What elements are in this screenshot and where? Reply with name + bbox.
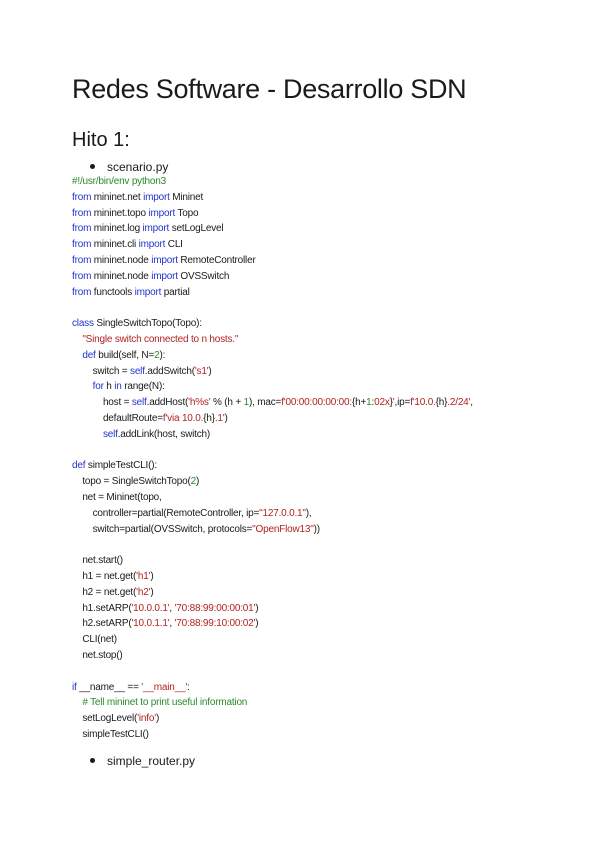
code-token: net.stop()	[72, 649, 123, 661]
code-token: import	[151, 254, 178, 266]
code-token: import	[134, 286, 162, 298]
code-token: )	[255, 618, 259, 630]
code-line	[72, 458, 473, 474]
code-token: mininet.node	[91, 270, 152, 282]
code-token: '70:88:99:10:00:02'	[174, 618, 256, 630]
code-token: from	[72, 286, 92, 298]
code-token: 'h%s'	[188, 397, 211, 409]
code-token: def	[72, 460, 86, 472]
code-line	[72, 190, 473, 206]
code-line	[72, 727, 473, 743]
code-token: 2	[154, 349, 160, 361]
code-token: )	[150, 570, 154, 582]
code-token: from	[72, 254, 92, 266]
code-line	[72, 632, 473, 648]
code-token: {h}	[435, 397, 448, 409]
code-token: )	[150, 586, 154, 598]
code-token: import	[138, 239, 166, 251]
section-heading: Hito 1:	[72, 129, 130, 151]
code-line	[72, 427, 473, 443]
code-token	[72, 697, 82, 708]
code-token: from	[72, 223, 92, 235]
code-token: self	[102, 428, 118, 440]
code-token: ,	[470, 397, 473, 409]
code-token: class	[72, 318, 94, 330]
code-token: h1.setARP(	[72, 602, 132, 614]
code-token: )	[224, 412, 228, 424]
code-token: 'h1'	[136, 570, 151, 582]
code-line	[72, 332, 473, 348]
code-line	[72, 569, 473, 585]
code-line	[72, 711, 473, 727]
code-token: {h+	[351, 397, 367, 409]
code-block	[72, 174, 473, 743]
code-token: % (h +	[210, 397, 244, 409]
code-token: for	[92, 381, 104, 393]
code-line	[72, 506, 473, 522]
code-token: .2/24'	[447, 397, 471, 409]
code-token: defaultRoute=	[72, 412, 163, 424]
code-token: build(self, N=	[95, 349, 155, 361]
code-token: {h}	[203, 412, 215, 424]
code-token: 'h2'	[136, 586, 151, 598]
code-token: functools	[91, 286, 135, 298]
code-line	[72, 411, 473, 427]
code-token: '10.0.0.1'	[131, 602, 170, 614]
code-token: def	[82, 349, 96, 361]
code-token: CLI	[165, 239, 183, 251]
code-token: f'00:00:00:00:00:	[281, 397, 352, 409]
code-token: .1'	[214, 412, 225, 424]
code-token: :	[371, 397, 375, 409]
code-token: switch =	[72, 365, 131, 377]
code-token: f'via 10.0.	[162, 412, 204, 424]
code-token: self	[130, 365, 145, 377]
code-token: topo = SingleSwitchTopo(	[72, 476, 191, 488]
code-token: self	[131, 397, 147, 409]
code-line	[72, 648, 473, 664]
code-token: h1 = net.get(	[72, 570, 137, 582]
code-token: .addHost(	[146, 397, 189, 409]
code-token: 1	[366, 397, 372, 409]
code-token: ,	[169, 602, 175, 614]
code-token: OVSSwitch	[177, 270, 230, 282]
code-token: h2 = net.get(	[72, 586, 137, 598]
bullet-icon	[90, 758, 95, 763]
code-token: 2	[190, 476, 197, 488]
code-token: simpleTestCLI()	[72, 728, 149, 740]
page-title: Redes Software - Desarrollo SDN	[72, 74, 467, 104]
code-line	[72, 680, 473, 696]
code-token: range(N):	[121, 381, 165, 393]
code-token: __name__ ==	[76, 681, 142, 693]
code-token: switch=partial(OVSSwitch, protocols=	[72, 523, 253, 535]
code-token: SingleSwitchTopo(Topo):	[93, 318, 202, 330]
code-line	[72, 474, 473, 490]
code-token: ,	[169, 618, 175, 630]
code-token	[72, 381, 93, 392]
code-token: simpleTestCLI():	[85, 460, 157, 472]
code-token: '10.0.1.1'	[131, 618, 170, 630]
code-line	[72, 174, 473, 190]
code-token: import	[148, 207, 176, 219]
code-line	[72, 316, 473, 332]
code-token	[72, 334, 82, 345]
code-token: "Single switch connected to n hosts."	[82, 333, 239, 345]
code-token: ,ip=	[394, 397, 411, 409]
code-line	[72, 585, 473, 601]
code-line	[72, 300, 473, 316]
code-token: mininet.topo	[91, 207, 149, 219]
code-line	[72, 490, 473, 506]
code-token: ),	[305, 507, 312, 519]
code-line	[72, 379, 473, 395]
code-token: )	[255, 602, 259, 614]
code-token	[72, 350, 82, 361]
bullet-label: simple_router.py	[107, 754, 196, 768]
code-token: import	[151, 270, 178, 282]
code-token: in	[114, 381, 122, 393]
code-line	[72, 237, 473, 253]
code-token: "127.0.0.1"	[259, 507, 306, 519]
code-token: mininet.node	[91, 254, 152, 266]
code-token: controller=partial(RemoteController, ip=	[72, 507, 260, 519]
code-line	[72, 522, 473, 538]
code-token: from	[72, 270, 92, 282]
code-token: "OpenFlow13"	[252, 523, 314, 535]
bullet-icon	[90, 164, 95, 169]
code-token: '70:88:99:00:00:01'	[174, 602, 256, 614]
code-token: host =	[72, 397, 132, 409]
code-line	[72, 553, 473, 569]
code-token: net = Mininet(topo,	[72, 491, 162, 503]
code-line	[72, 285, 473, 301]
code-token: setLogLevel	[169, 223, 224, 235]
code-token: :	[187, 681, 190, 693]
code-token: if	[72, 681, 77, 693]
code-token: '	[392, 397, 395, 409]
bullet-label: scenario.py	[107, 160, 169, 174]
code-token: 's1'	[194, 365, 209, 377]
code-token: 02x	[374, 397, 390, 409]
code-token: from	[72, 207, 92, 219]
code-line	[72, 269, 473, 285]
code-token: from	[72, 191, 92, 203]
code-token: import	[143, 191, 170, 203]
code-token: )	[208, 365, 212, 377]
code-line	[72, 537, 473, 553]
code-line	[72, 601, 473, 617]
bullet-item	[90, 160, 168, 174]
code-token: )	[155, 713, 160, 725]
code-token: ):	[159, 349, 166, 361]
code-token: 'info'	[137, 713, 156, 725]
code-token: #!/usr/bin/env python3	[72, 176, 166, 187]
code-line	[72, 395, 473, 411]
code-token: ))	[313, 523, 320, 535]
code-token: Mininet	[169, 191, 204, 203]
code-token: mininet.log	[91, 223, 143, 235]
bullet-item	[90, 754, 195, 768]
code-token: h	[103, 381, 115, 393]
code-token: h2.setARP(	[72, 618, 132, 630]
code-token: # Tell mininet to print useful information	[82, 697, 248, 709]
code-line	[72, 364, 473, 380]
code-token: RemoteController	[177, 254, 256, 266]
code-token: )	[196, 476, 200, 488]
code-token: mininet.cli	[91, 239, 139, 251]
code-token: }	[389, 397, 393, 409]
code-token: f'10.0.	[410, 397, 436, 409]
code-line	[72, 253, 473, 269]
code-token: setLogLevel(	[72, 713, 138, 725]
code-line	[72, 221, 473, 237]
code-token: CLI(net)	[72, 634, 117, 646]
code-line	[72, 443, 473, 459]
code-line	[72, 348, 473, 364]
code-token: Topo	[175, 207, 199, 219]
code-token: from	[72, 239, 92, 251]
code-token: .addLink(host, switch)	[117, 428, 211, 440]
code-line	[72, 664, 473, 680]
code-line	[72, 695, 473, 711]
code-token	[72, 429, 103, 440]
code-token: mininet.net	[91, 191, 144, 203]
code-token: import	[142, 223, 170, 235]
code-token: partial	[161, 286, 190, 298]
code-line	[72, 616, 473, 632]
code-token: .addSwitch(	[144, 365, 195, 377]
code-token: ), mac=	[248, 397, 282, 409]
code-line	[72, 206, 473, 222]
code-token: 1	[243, 397, 249, 409]
code-token: '__main__'	[141, 681, 188, 693]
code-token: net.start()	[72, 555, 123, 567]
